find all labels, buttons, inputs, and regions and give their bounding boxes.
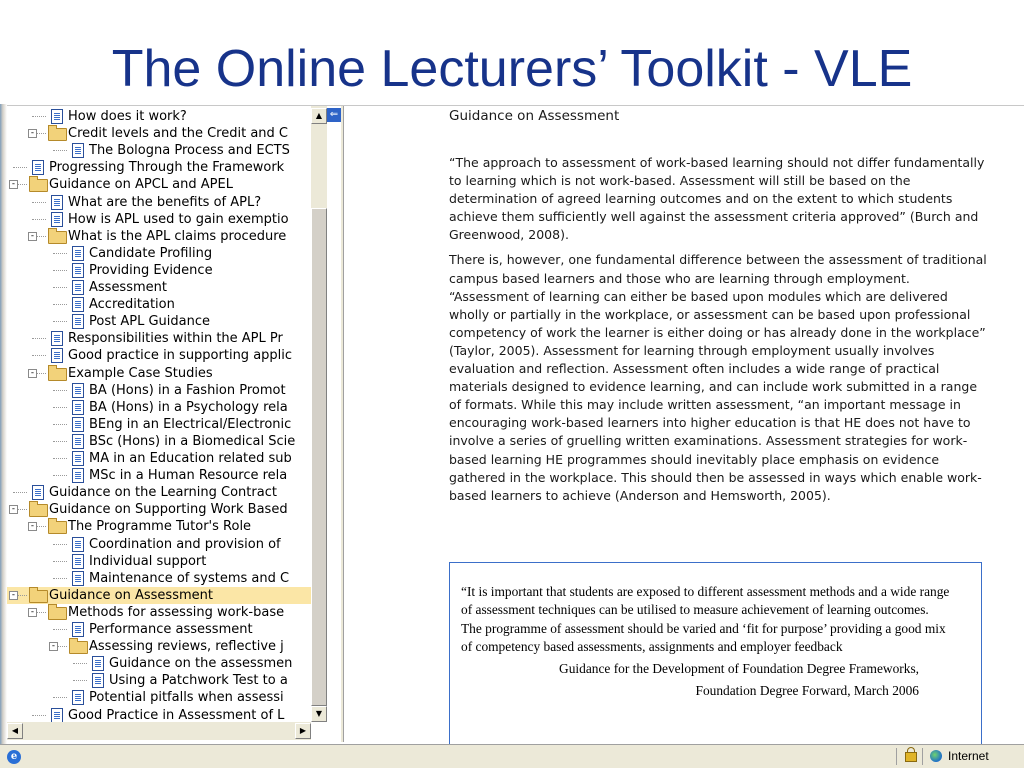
document-icon — [72, 263, 84, 278]
tree-item[interactable] — [7, 279, 311, 296]
tree-connector — [53, 578, 67, 579]
document-icon — [72, 383, 84, 398]
tree-item-label: Candidate Profiling — [89, 245, 213, 261]
tree-item-label: Guidance on APCL and APEL — [49, 177, 233, 193]
content-pane — [449, 106, 989, 512]
tree-expander-icon[interactable]: - — [29, 230, 36, 241]
document-icon — [51, 195, 63, 210]
tree-connector — [53, 150, 67, 151]
document-icon — [51, 708, 63, 723]
tree-horizontal-scrollbar[interactable] — [7, 722, 311, 740]
tree-connector — [32, 219, 46, 220]
tree-connector — [32, 715, 46, 716]
security-zone-label: Internet — [948, 749, 989, 763]
tree-item-label: Progressing Through the Framework — [49, 160, 285, 176]
globe-icon — [930, 750, 942, 762]
tree-item-label: Providing Evidence — [89, 262, 213, 278]
document-icon — [72, 400, 84, 415]
paragraph-2: There is, however, one fundamental difference between the assessment of traditional campus based learners and those who are learning through employment. “Assessment of learning can either be based upon modules which are delivered wholly or partially in the workplace, or assessment can be based upon professional competency of work the learner is either doing or has already done in the workplace” (Taylor, 2005). Assessment for learning through employment usually involves evaluation and reflection. Assessment often includes a wide range of practical materials designed to evidence learning, and can include work submitted in a range of formats. While this may include written assessment, “an important message in encouraging work-based learners into higher education is that HE does not have to involve a series of gruelling written examinations. Assessment strategies for work-based learning HE programmes should inevitably place emphasis on evidence gathered in the workplace. This should then be assessed in ways which enable work-based learners to achieve (Anderson and Hemsworth, 2005). — [449, 252, 987, 503]
tree-item[interactable] — [7, 399, 311, 416]
tree-connector — [53, 270, 67, 271]
quote-text: “It is important that students are exposed to different assessment methods and a wide range of assessment techniques can be utilised to measure achievement of learning outcomes. The programme of assessment should be varied and ‘fit for purpose’ providing a good mix of competency based assessments, assignments and employer feedback — [461, 584, 950, 655]
tree-item[interactable] — [7, 604, 311, 621]
tree-item-label: Accreditation — [89, 297, 175, 313]
tree-item-label: Using a Patchwork Test to a — [109, 673, 288, 689]
tree-connector — [53, 441, 67, 442]
tree-item[interactable] — [7, 467, 311, 484]
document-icon — [72, 537, 84, 552]
tree-connector — [32, 355, 46, 356]
document-icon — [72, 554, 84, 569]
document-icon — [72, 622, 84, 637]
tree-item[interactable] — [7, 570, 311, 587]
tree-item-label: Credit levels and the Credit and C — [68, 126, 288, 142]
tree-connector — [13, 167, 27, 168]
tree-connector — [53, 253, 67, 254]
tree-item[interactable] — [7, 108, 311, 125]
tree-item[interactable] — [7, 518, 311, 535]
tree-connector — [53, 321, 67, 322]
document-icon — [51, 212, 63, 227]
scroll-right-button[interactable]: ▶ — [295, 723, 311, 739]
tree-expander-icon[interactable]: - — [29, 521, 36, 532]
tree-expander-icon[interactable]: - — [29, 128, 36, 139]
tree-item[interactable] — [7, 211, 311, 228]
document-icon — [72, 468, 84, 483]
folder-icon — [29, 504, 48, 517]
tree-connector — [53, 390, 67, 391]
status-bar — [0, 744, 1024, 768]
tree-item[interactable] — [7, 433, 311, 450]
document-icon — [72, 246, 84, 261]
tree-item-label: Methods for assessing work-base — [68, 604, 285, 620]
tree-item[interactable] — [7, 416, 311, 433]
tree-item-label: The Bologna Process and ECTS — [89, 143, 290, 159]
tree-item-label: BA (Hons) in a Fashion Promot — [89, 382, 286, 398]
document-icon — [72, 571, 84, 586]
tree-expander-icon[interactable]: - — [29, 606, 36, 617]
tree-item-label: What are the benefits of APL? — [68, 194, 262, 210]
tree-item[interactable] — [7, 330, 311, 347]
tree-item-label: BEng in an Electrical/Electronic — [89, 416, 292, 432]
tree-connector — [53, 287, 67, 288]
tree-connector — [73, 663, 87, 664]
status-separator — [896, 748, 897, 765]
folder-icon — [48, 231, 67, 244]
tree-connector — [32, 338, 46, 339]
tree-connector — [13, 492, 27, 493]
tree-item[interactable] — [7, 536, 311, 553]
tree-connector — [53, 424, 67, 425]
tree-item-label: The Programme Tutor's Role — [68, 519, 252, 535]
tree-item-label: Good Practice in Assessment of L — [68, 707, 285, 722]
folder-icon — [29, 590, 48, 603]
tree-item-label: Assessing reviews, reflective j — [89, 639, 284, 655]
tree-item[interactable] — [7, 672, 311, 689]
document-icon — [72, 434, 84, 449]
tree-expander-icon[interactable]: - — [10, 504, 17, 515]
tree-item[interactable] — [7, 638, 311, 655]
tree-item-label: How does it work? — [68, 109, 187, 124]
tree-item-label: Coordination and provision of — [89, 536, 281, 552]
navigation-tree[interactable] — [7, 106, 311, 722]
folder-icon — [48, 521, 67, 534]
tree-item[interactable] — [7, 262, 311, 279]
document-icon — [72, 143, 84, 158]
tree-item[interactable] — [7, 142, 311, 159]
tree-item-label: Maintenance of systems and C — [89, 570, 290, 586]
tree-item-label: How is APL used to gain exemptio — [68, 211, 289, 227]
tree-item[interactable] — [7, 125, 311, 142]
tree-item-label: Individual support — [89, 553, 207, 569]
tree-item-label: Guidance on the Learning Contract — [49, 485, 277, 501]
scroll-up-button[interactable]: ▲ — [311, 108, 327, 124]
collapse-pane-button[interactable]: ⇐ — [327, 108, 341, 122]
slide-title: The Online Lecturers’ Toolkit - VLE — [111, 40, 913, 98]
tree-connector — [53, 544, 67, 545]
tree-item[interactable] — [7, 689, 311, 706]
tree-item-label: What is the APL claims procedure — [68, 228, 287, 244]
tree-connector — [32, 116, 46, 117]
tree-item-label: Potential pitfalls when assessi — [89, 690, 284, 706]
document-icon — [72, 690, 84, 705]
lock-icon — [905, 752, 917, 762]
tree-connector — [53, 407, 67, 408]
tree-item[interactable] — [7, 621, 311, 638]
tree-item-label: Performance assessment — [89, 622, 253, 637]
folder-icon — [29, 179, 48, 192]
tree-item[interactable] — [7, 501, 311, 518]
quote-source-line-2: Foundation Degree Forward, March 2006 — [695, 683, 919, 699]
tree-connector — [73, 680, 87, 681]
content-heading: Guidance on Assessment — [449, 108, 620, 124]
tree-expander-icon[interactable]: - — [29, 367, 36, 378]
tree-item[interactable] — [7, 382, 311, 399]
tree-connector — [53, 458, 67, 459]
document-icon — [72, 314, 84, 329]
tree-item-label: MSc in a Human Resource rela — [89, 468, 288, 484]
tree-item[interactable] — [7, 296, 311, 313]
document-icon — [72, 280, 84, 295]
tree-item[interactable] — [7, 553, 311, 570]
scroll-down-button[interactable]: ▼ — [311, 706, 327, 722]
tree-item[interactable] — [7, 159, 311, 176]
tree-item[interactable] — [7, 655, 311, 672]
tree-item-label: Good practice in supporting applic — [68, 348, 293, 364]
tree-item[interactable] — [7, 228, 311, 245]
tree-item[interactable] — [7, 450, 311, 467]
tree-item[interactable] — [7, 484, 311, 501]
paragraph-1: “The approach to assessment of work-based learning should not differ fundamentally to learning which is not work-based. Assessment will still be based on the determination of agreed learning outcomes and on the extent to which students achieve them sufficiently well against the assessment criteria approved” (Burch and Greenwood, 2008). — [449, 155, 985, 243]
tree-item[interactable] — [7, 347, 311, 364]
document-icon — [92, 673, 104, 688]
tree-item-label: MA in an Education related sub — [89, 451, 292, 466]
folder-icon — [48, 368, 67, 381]
tree-item[interactable] — [7, 313, 311, 330]
tree-item[interactable] — [7, 245, 311, 262]
document-icon — [51, 331, 63, 346]
tree-item-label: Guidance on Supporting Work Based — [49, 502, 288, 518]
tree-item[interactable] — [7, 365, 311, 382]
folder-icon — [48, 128, 67, 141]
tree-item[interactable] — [7, 707, 311, 723]
tree-connector — [53, 304, 67, 305]
tree-connector — [32, 202, 46, 203]
status-separator — [922, 748, 923, 765]
tree-expander-icon[interactable]: - — [10, 589, 17, 600]
tree-item-label: Example Case Studies — [68, 365, 213, 381]
tree-connector — [53, 561, 67, 562]
tree-item-label: BA (Hons) in a Psychology rela — [89, 399, 288, 415]
ie-page-icon: e — [7, 750, 21, 764]
document-icon — [51, 109, 63, 124]
tree-item[interactable] — [7, 587, 311, 604]
tree-item[interactable] — [7, 176, 311, 193]
folder-icon — [48, 607, 67, 620]
tree-expander-icon[interactable]: - — [50, 641, 57, 652]
tree-item[interactable] — [7, 194, 311, 211]
document-icon — [72, 297, 84, 312]
frame-divider[interactable] — [341, 106, 344, 742]
tree-item-label: Guidance on the assessmen — [109, 656, 293, 672]
tree-vertical-scrollbar[interactable] — [311, 106, 327, 722]
scroll-thumb[interactable] — [311, 208, 327, 706]
document-icon — [92, 656, 104, 671]
tree-item-label: Post APL Guidance — [89, 314, 210, 330]
document-icon — [72, 451, 84, 466]
tree-connector — [53, 629, 67, 630]
tree-item-label: Guidance on Assessment — [49, 587, 213, 603]
window-left-edge — [0, 104, 7, 744]
document-icon — [32, 160, 44, 175]
tree-connector — [53, 475, 67, 476]
scroll-left-button[interactable]: ◀ — [7, 723, 23, 739]
document-icon — [32, 485, 44, 500]
folder-icon — [69, 641, 88, 654]
document-icon — [72, 417, 84, 432]
quote-source-line-1: Guidance for the Development of Foundation Degree Frameworks, — [559, 660, 919, 676]
quote-box — [449, 562, 982, 744]
tree-connector — [53, 697, 67, 698]
tree-expander-icon[interactable]: - — [10, 179, 17, 190]
tree-item-label: Assessment — [89, 280, 167, 295]
document-icon — [51, 348, 63, 363]
tree-item-label: BSc (Hons) in a Biomedical Scie — [89, 433, 296, 449]
tree-item-label: Responsibilities within the APL Pr — [68, 331, 283, 347]
